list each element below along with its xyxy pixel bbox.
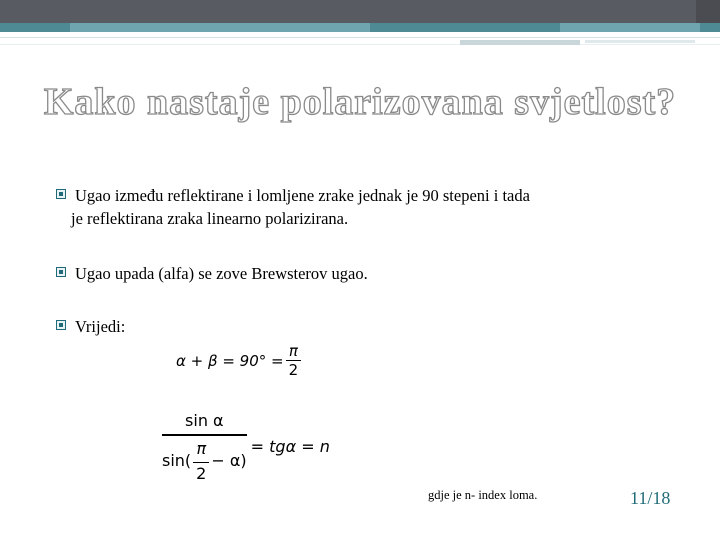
accent-underbar bbox=[460, 40, 580, 45]
fraction-numerator: π bbox=[288, 342, 298, 360]
denominator-suffix: − α) bbox=[211, 450, 247, 470]
bullet-text-line: Ugao između reflektirane i lomljene zrake jednak je 90 stepeni i tada bbox=[75, 186, 530, 205]
main-fraction-denominator bbox=[162, 438, 247, 484]
main-fraction-bar bbox=[162, 434, 247, 436]
bullet-text-line: Ugao upada (alfa) se zove Brewsterov ugao. bbox=[75, 264, 368, 283]
square-bullet-icon bbox=[56, 189, 66, 199]
bullet-item bbox=[71, 184, 691, 230]
slide-title: Kako nastaje polarizovana svjetlost? bbox=[43, 81, 677, 123]
bullet-item bbox=[71, 262, 671, 285]
footnote-text: gdje je n- index loma. bbox=[428, 488, 538, 502]
divider-line bbox=[0, 44, 720, 45]
square-bullet-icon bbox=[56, 320, 66, 330]
denominator-prefix: sin( bbox=[162, 450, 192, 470]
inner-fraction bbox=[193, 438, 209, 484]
formula-fraction bbox=[286, 342, 302, 379]
formula-brewster bbox=[162, 410, 330, 483]
inner-fraction-numerator: π bbox=[196, 438, 207, 458]
bullet-text-line: je reflektirana zraka linearno polarizirana. bbox=[71, 209, 349, 228]
page-number: 11/18 bbox=[630, 488, 671, 508]
formula-main-fraction bbox=[162, 410, 247, 483]
top-dark-corner-block bbox=[696, 0, 720, 23]
divider-line bbox=[0, 37, 720, 38]
main-fraction-numerator: sin α bbox=[185, 411, 224, 430]
formula-angle-sum bbox=[176, 342, 303, 379]
top-teal-bar bbox=[0, 23, 720, 32]
teal-bar-segment bbox=[70, 23, 370, 32]
inner-fraction-bar bbox=[193, 462, 209, 464]
bullet-item bbox=[71, 315, 371, 338]
square-bullet-icon bbox=[56, 267, 66, 277]
formula-rhs: = tgα = n bbox=[250, 437, 330, 456]
accent-underbar bbox=[585, 40, 695, 43]
bullet-text-line: Vrijedi: bbox=[75, 317, 126, 336]
inner-fraction-denominator: 2 bbox=[196, 464, 207, 483]
fraction-denominator: 2 bbox=[288, 361, 299, 379]
teal-bar-segment bbox=[560, 23, 700, 32]
top-dark-bar bbox=[0, 0, 720, 23]
formula-lhs: α + β = 90° = bbox=[176, 351, 284, 370]
